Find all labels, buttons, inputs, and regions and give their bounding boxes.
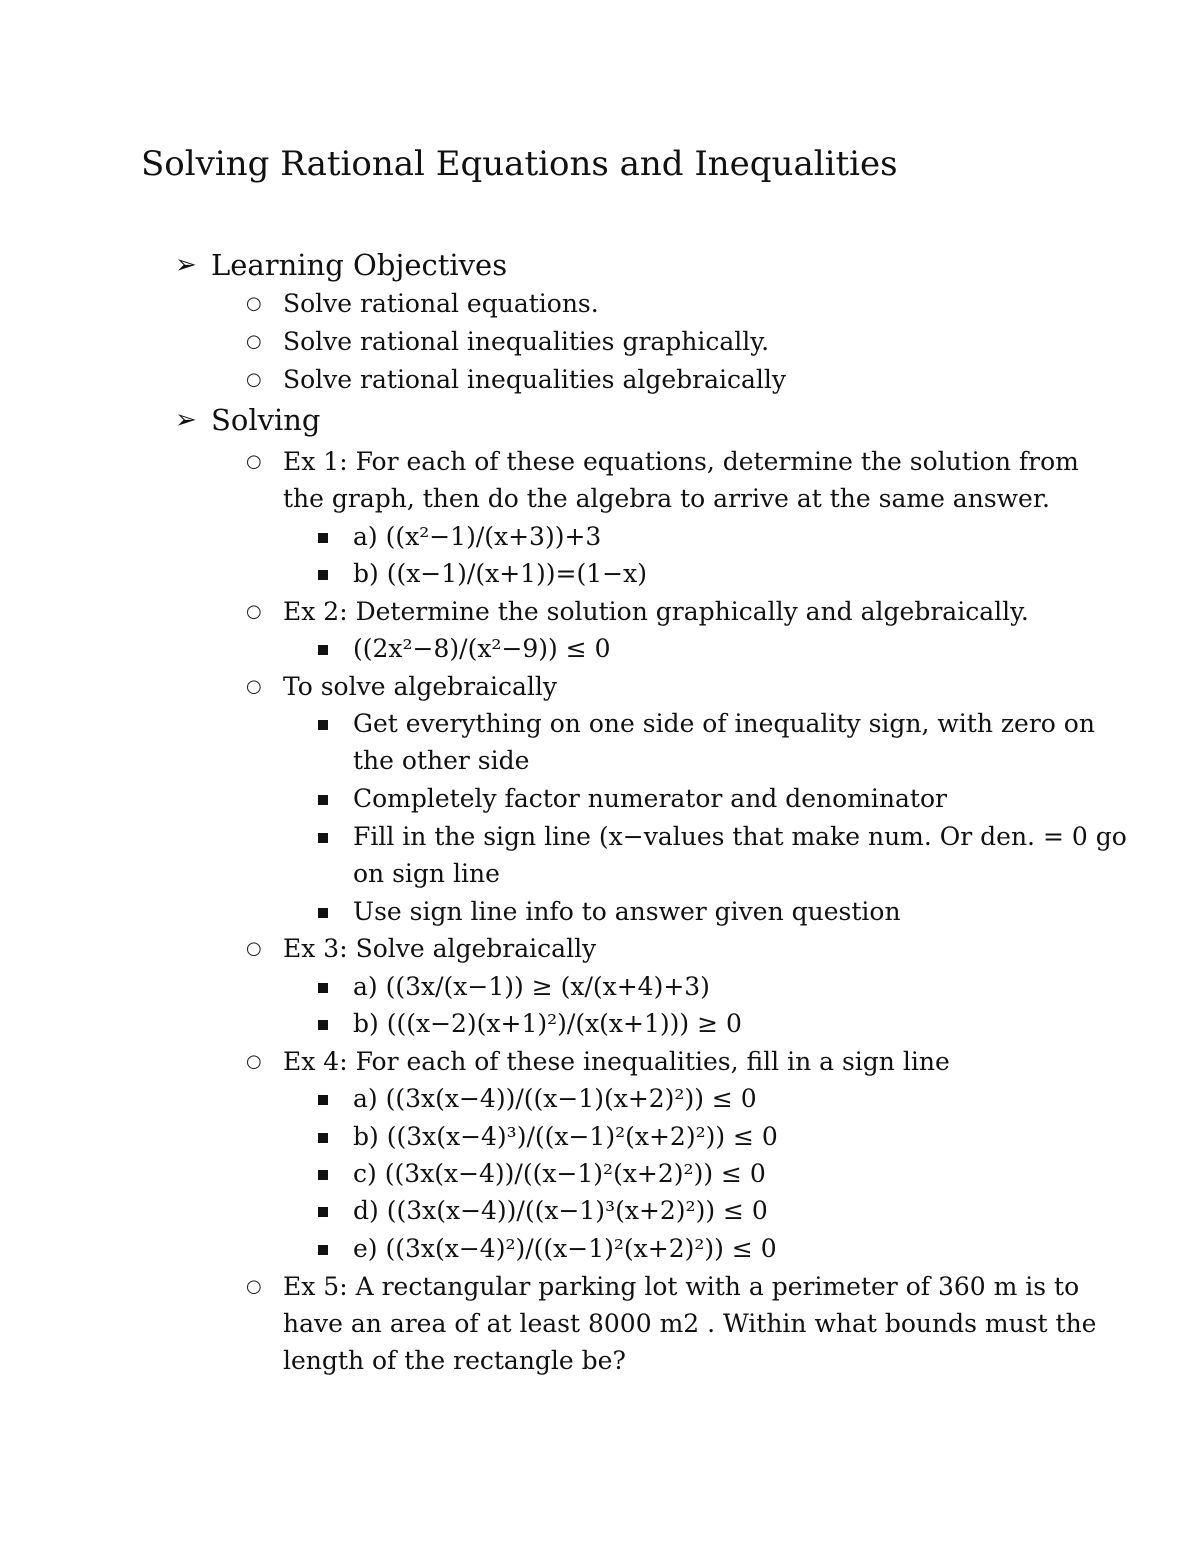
section-heading-learning-objectives: ➢ Learning Objectives	[211, 245, 507, 285]
list-item: ○ Solve rational inequalities algebraically	[283, 361, 786, 398]
sub-list-item: a) ((3x(x−4))/((x−1)(x+2)²)) ≤ 0	[353, 1080, 757, 1117]
square-bullet-icon	[318, 1170, 328, 1180]
circle-bullet-icon: ○	[246, 331, 262, 352]
sub-list-item: a) ((3x/(x−1)) ≥ (x/(x+4)+3)	[353, 968, 710, 1005]
list-item-ex3: ○ Ex 3: Solve algebraically	[283, 930, 596, 967]
list-item: ○ Solve rational inequalities graphically.	[283, 323, 769, 360]
sub-list-item: c) ((3x(x−4))/((x−1)²(x+2)²)) ≤ 0	[353, 1155, 766, 1192]
list-item-ex2: ○ Ex 2: Determine the solution graphically and algebraically.	[283, 593, 1029, 630]
circle-bullet-icon: ○	[246, 451, 262, 472]
sub-list-item: e) ((3x(x−4)²)/((x−1)²(x+2)²)) ≤ 0	[353, 1230, 777, 1267]
square-bullet-icon	[318, 908, 328, 918]
list-item-ex4: ○ Ex 4: For each of these inequalities, fill in a sign line	[283, 1043, 950, 1080]
sub-list-item: Completely factor numerator and denominator	[353, 780, 947, 817]
square-bullet-icon	[318, 833, 328, 843]
list-item-solve-steps: ○ To solve algebraically	[283, 668, 557, 705]
sub-list-item: b) (((x−2)(x+1)²)/(x(x+1))) ≥ 0	[353, 1005, 742, 1042]
square-bullet-icon	[318, 533, 328, 543]
list-item-ex1: ○ Ex 1: For each of these equations, determine the solution from the graph, then do the algebra to arrive at the same answer.	[283, 443, 1079, 517]
square-bullet-icon	[318, 1095, 328, 1105]
square-bullet-icon	[318, 1245, 328, 1255]
sub-list-item: Use sign line info to answer given question	[353, 893, 901, 930]
circle-bullet-icon: ○	[246, 1051, 262, 1072]
sub-list-item: ((2x²−8)/(x²−9)) ≤ 0	[353, 630, 611, 667]
square-bullet-icon	[318, 570, 328, 580]
square-bullet-icon	[318, 795, 328, 805]
square-bullet-icon	[318, 720, 328, 730]
circle-bullet-icon: ○	[246, 601, 262, 622]
sub-list-item: b) ((x−1)/(x+1))=(1−x)	[353, 555, 647, 592]
arrow-bullet-icon: ➢	[175, 250, 197, 280]
list-item-ex5: ○ Ex 5: A rectangular parking lot with a perimeter of 360 m is to have an area of at least 8000 m2 . Within what bounds must the length of the rectangle be?	[283, 1268, 1096, 1379]
list-item: ○ Solve rational equations.	[283, 285, 599, 322]
circle-bullet-icon: ○	[246, 293, 262, 314]
sub-list-item: Get everything on one side of inequality sign, with zero on the other side	[353, 705, 1095, 779]
sub-list-item: d) ((3x(x−4))/((x−1)³(x+2)²)) ≤ 0	[353, 1192, 768, 1229]
square-bullet-icon	[318, 645, 328, 655]
sub-list-item: b) ((3x(x−4)³)/((x−1)²(x+2)²)) ≤ 0	[353, 1118, 778, 1155]
square-bullet-icon	[318, 1207, 328, 1217]
square-bullet-icon	[318, 1133, 328, 1143]
circle-bullet-icon: ○	[246, 1276, 262, 1297]
sub-list-item: Fill in the sign line (x−values that make num. Or den. = 0 go on sign line	[353, 818, 1127, 892]
sub-list-item: a) ((x²−1)/(x+3))+3	[353, 518, 601, 555]
section-heading-solving: ➢ Solving	[211, 400, 321, 440]
circle-bullet-icon: ○	[246, 369, 262, 390]
page-title: Solving Rational Equations and Inequalities	[141, 144, 898, 184]
circle-bullet-icon: ○	[246, 938, 262, 959]
square-bullet-icon	[318, 983, 328, 993]
square-bullet-icon	[318, 1020, 328, 1030]
circle-bullet-icon: ○	[246, 676, 262, 697]
arrow-bullet-icon: ➢	[175, 405, 197, 435]
